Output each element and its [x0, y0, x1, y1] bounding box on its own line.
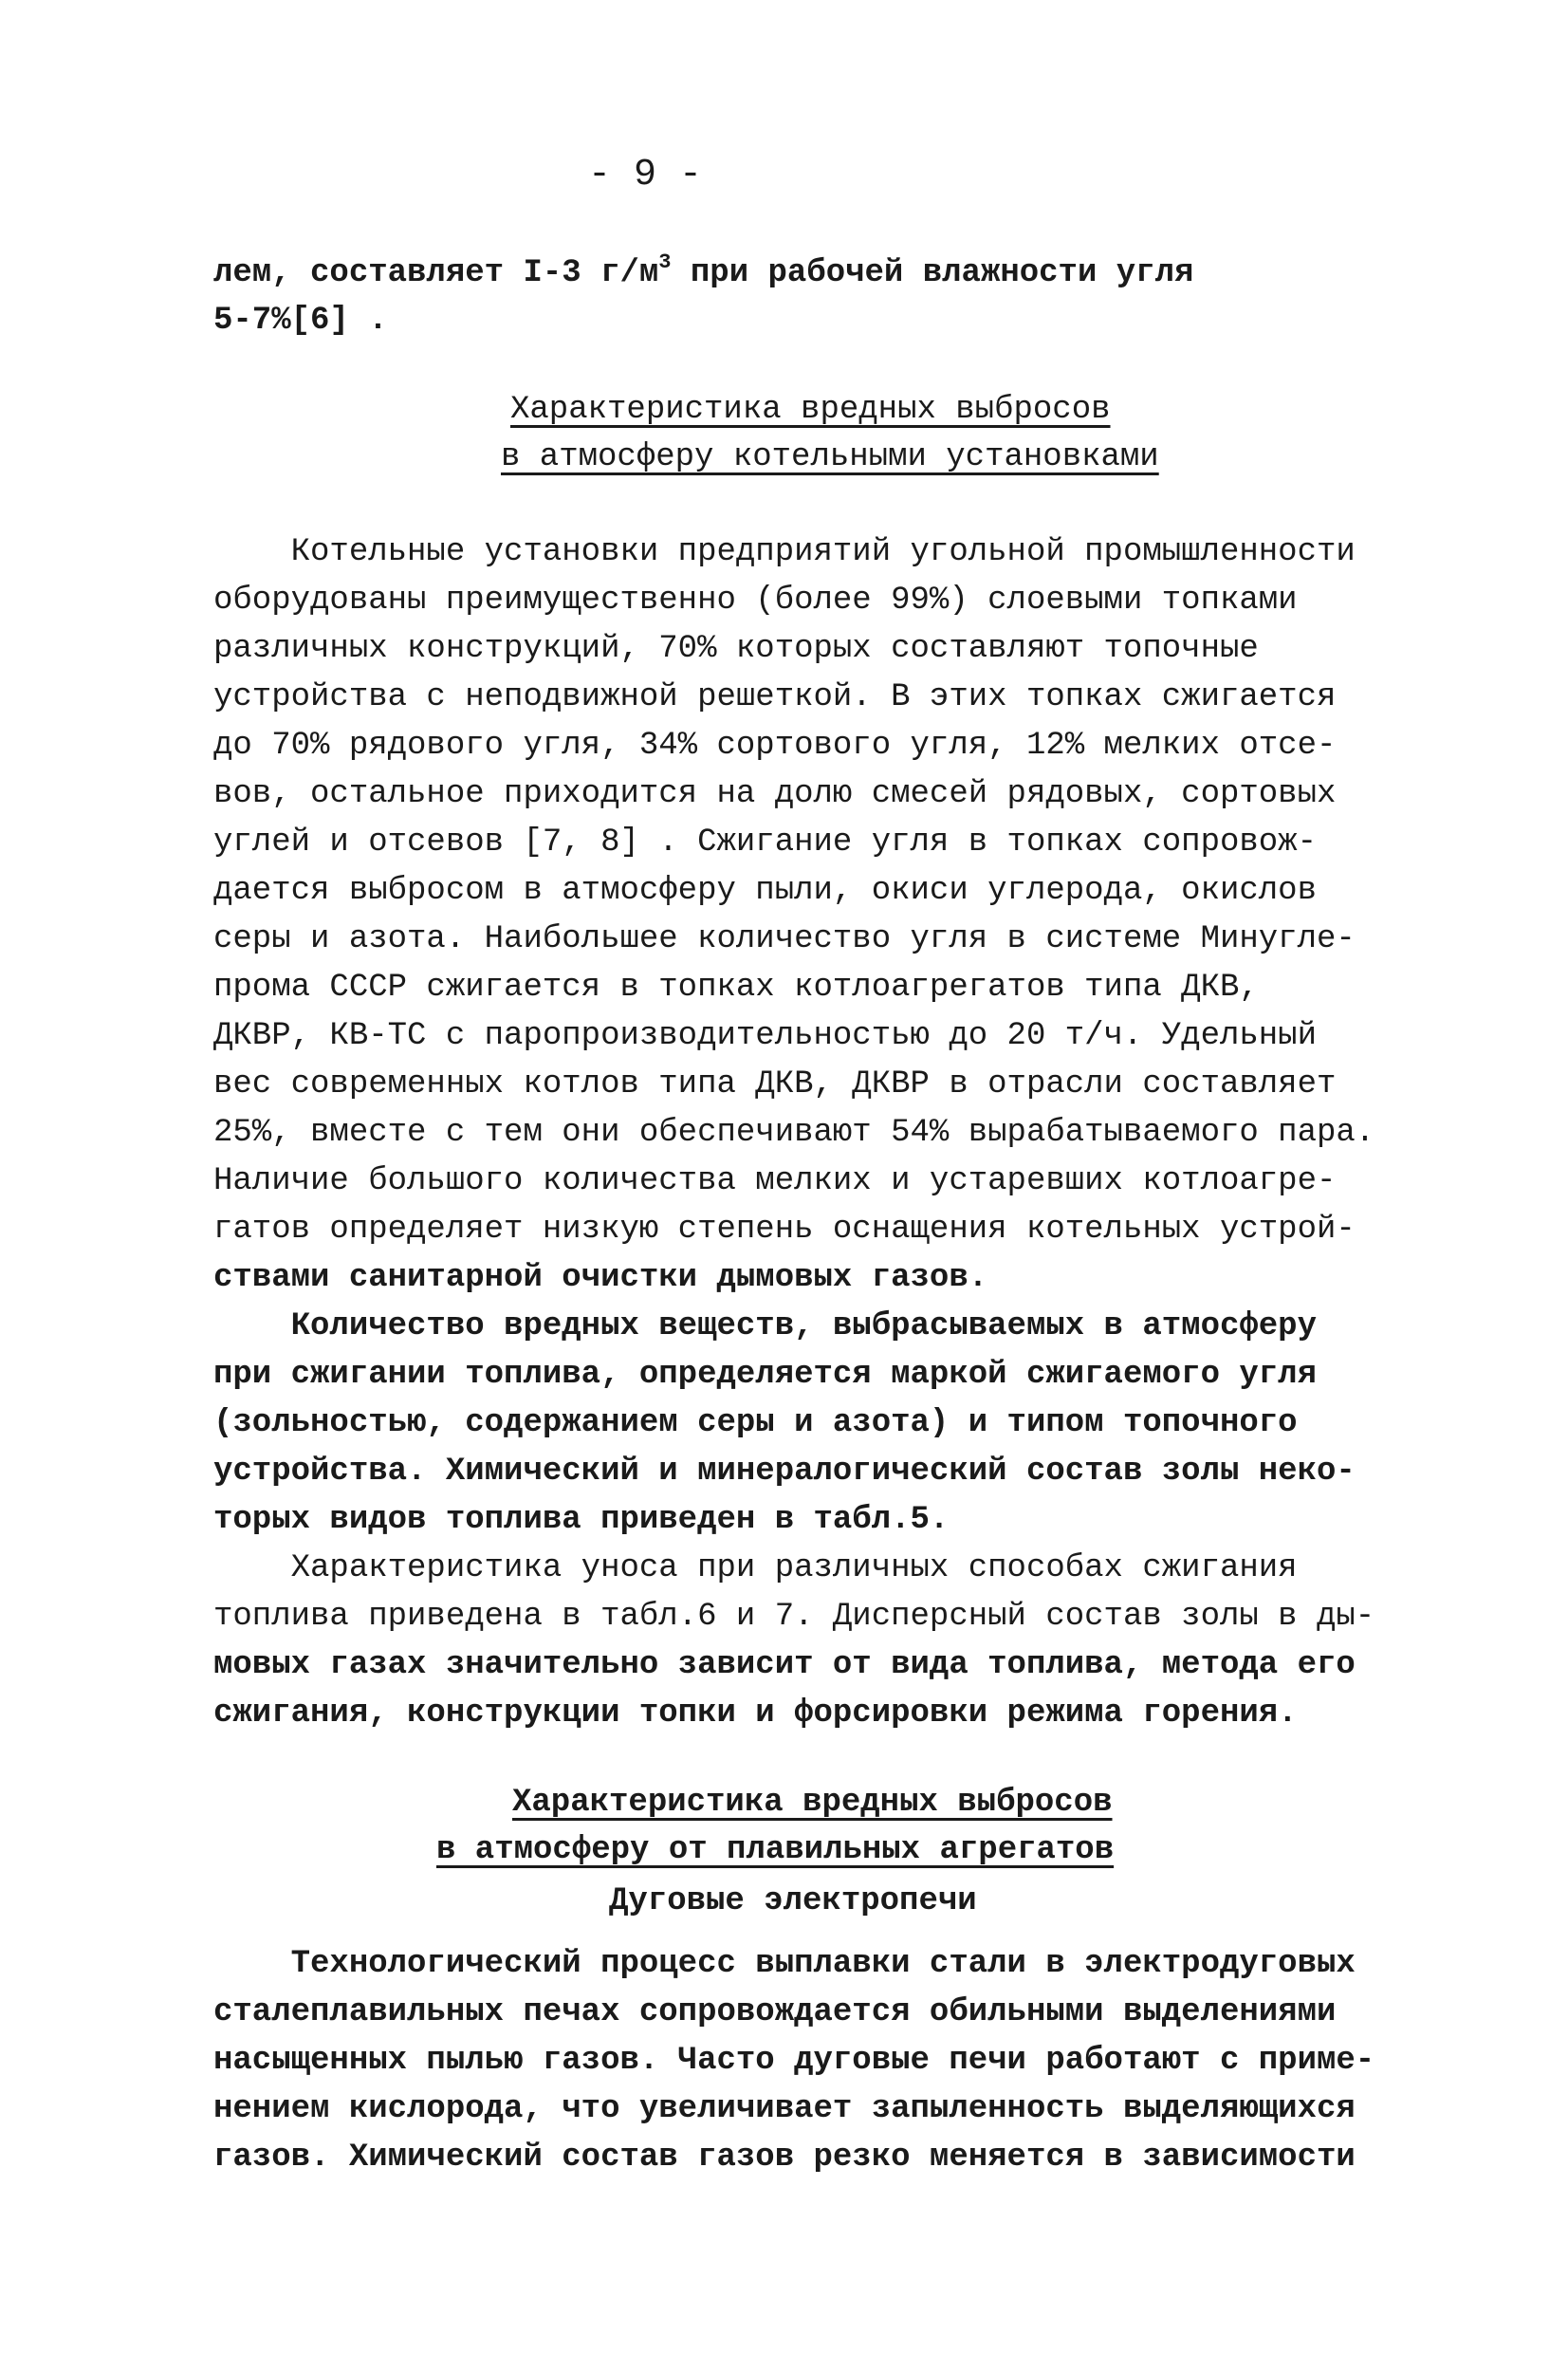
section2-subheading: Дуговые электропечи — [609, 1883, 977, 1919]
s2-p-line: сталеплавильных печах сопровождается обильными выделениями — [213, 1994, 1337, 2030]
s1-p1-line: ДКВР, КВ-ТС с паропроизводительностью до 20 т/ч. Удельный — [213, 1018, 1317, 1054]
s1-p3-line: мовых газах значительно зависит от вида топлива, метода его — [213, 1647, 1356, 1683]
s1-p3-line: Характеристика уноса при различных способах сжигания — [213, 1550, 1298, 1586]
s1-p3-line: топлива приведена в табл.6 и 7. Дисперсный состав золы в ды- — [213, 1599, 1375, 1635]
s1-p1-line: Наличие большого количества мелких и устаревших котлоагре- — [213, 1163, 1337, 1199]
s1-p1-line: до 70% рядового угля, 34% сортового угля, 12% мелких отсе- — [213, 728, 1337, 764]
s1-p1-line: 25%, вместе с тем они обеспечивают 54% вырабатываемого пара. — [213, 1115, 1375, 1151]
section1-heading-line1: Характеристика вредных выбросов — [510, 392, 1111, 428]
s1-p1-line: гатов определяет низкую степень оснащения котельных устрой- — [213, 1212, 1356, 1248]
page-number: - 9 - — [588, 154, 703, 196]
s1-p1-line: прома СССР сжигается в топках котлоагрегатов типа ДКВ, — [213, 970, 1259, 1006]
superscript-3: 3 — [658, 250, 672, 274]
s1-p1-line: различных конструкций, 70% которых составляют топочные — [213, 631, 1259, 667]
section1-heading-line2: в атмосферу котельными установками — [501, 439, 1159, 475]
s1-p1-line: Котельные установки предприятий угольной промышленности — [213, 534, 1356, 570]
s1-p3-line: сжигания, конструкции топки и форсировки режима горения. — [213, 1695, 1298, 1732]
s1-p1-line: вов, остальное приходится на долю смесей рядовых, сортовых — [213, 776, 1337, 812]
s1-p1-line: серы и азота. Наибольшее количество угля в системе Минугле- — [213, 921, 1356, 957]
s1-p1-line: оборудованы преимущественно (более 99%) слоевыми топками — [213, 583, 1298, 619]
section2-heading-line2: в атмосферу от плавильных агрегатов — [436, 1832, 1115, 1868]
s1-p2-line: торых видов топлива приведен в табл.5. — [213, 1502, 950, 1538]
s1-p1-line: устройства с неподвижной решеткой. В этих топках сжигается — [213, 679, 1337, 715]
intro-line-2: 5-7%[6] . — [213, 303, 388, 339]
s1-p2-line: при сжигании топлива, определяется маркой сжигаемого угля — [213, 1357, 1317, 1393]
s2-p-line: газов. Химический состав газов резко меняется в зависимости — [213, 2140, 1356, 2176]
intro-line-1: лем, составляет I-3 $г/м^3$ при рабочей влажности угля — [213, 250, 1194, 291]
s1-p1-line: дается выбросом в атмосферу пыли, окиси углерода, окислов — [213, 873, 1317, 909]
s1-p2-line: Количество вредных веществ, выбрасываемых в атмосферу — [213, 1308, 1317, 1344]
s1-p1-line: ствами санитарной очистки дымовых газов. — [213, 1260, 988, 1296]
s1-p1-line: вес современных котлов типа ДКВ, ДКВР в отрасли составляет — [213, 1066, 1337, 1102]
section2-heading-line1: Характеристика вредных выбросов — [512, 1785, 1113, 1821]
s1-p1-line: углей и отсевов [7, 8] . Сжигание угля в топках сопровож- — [213, 824, 1317, 861]
s1-p2-line: устройства. Химический и минералогический состав золы неко- — [213, 1454, 1356, 1490]
s2-p-line: Технологический процесс выплавки стали в электродуговых — [213, 1946, 1356, 1982]
s1-p2-line: (зольностью, содержанием серы и азота) и типом топочного — [213, 1405, 1298, 1441]
s2-p-line: насыщенных пылью газов. Часто дуговые печи работают с приме- — [213, 2043, 1375, 2079]
s2-p-line: нением кислорода, что увеличивает запыленность выделяющихся — [213, 2091, 1356, 2127]
